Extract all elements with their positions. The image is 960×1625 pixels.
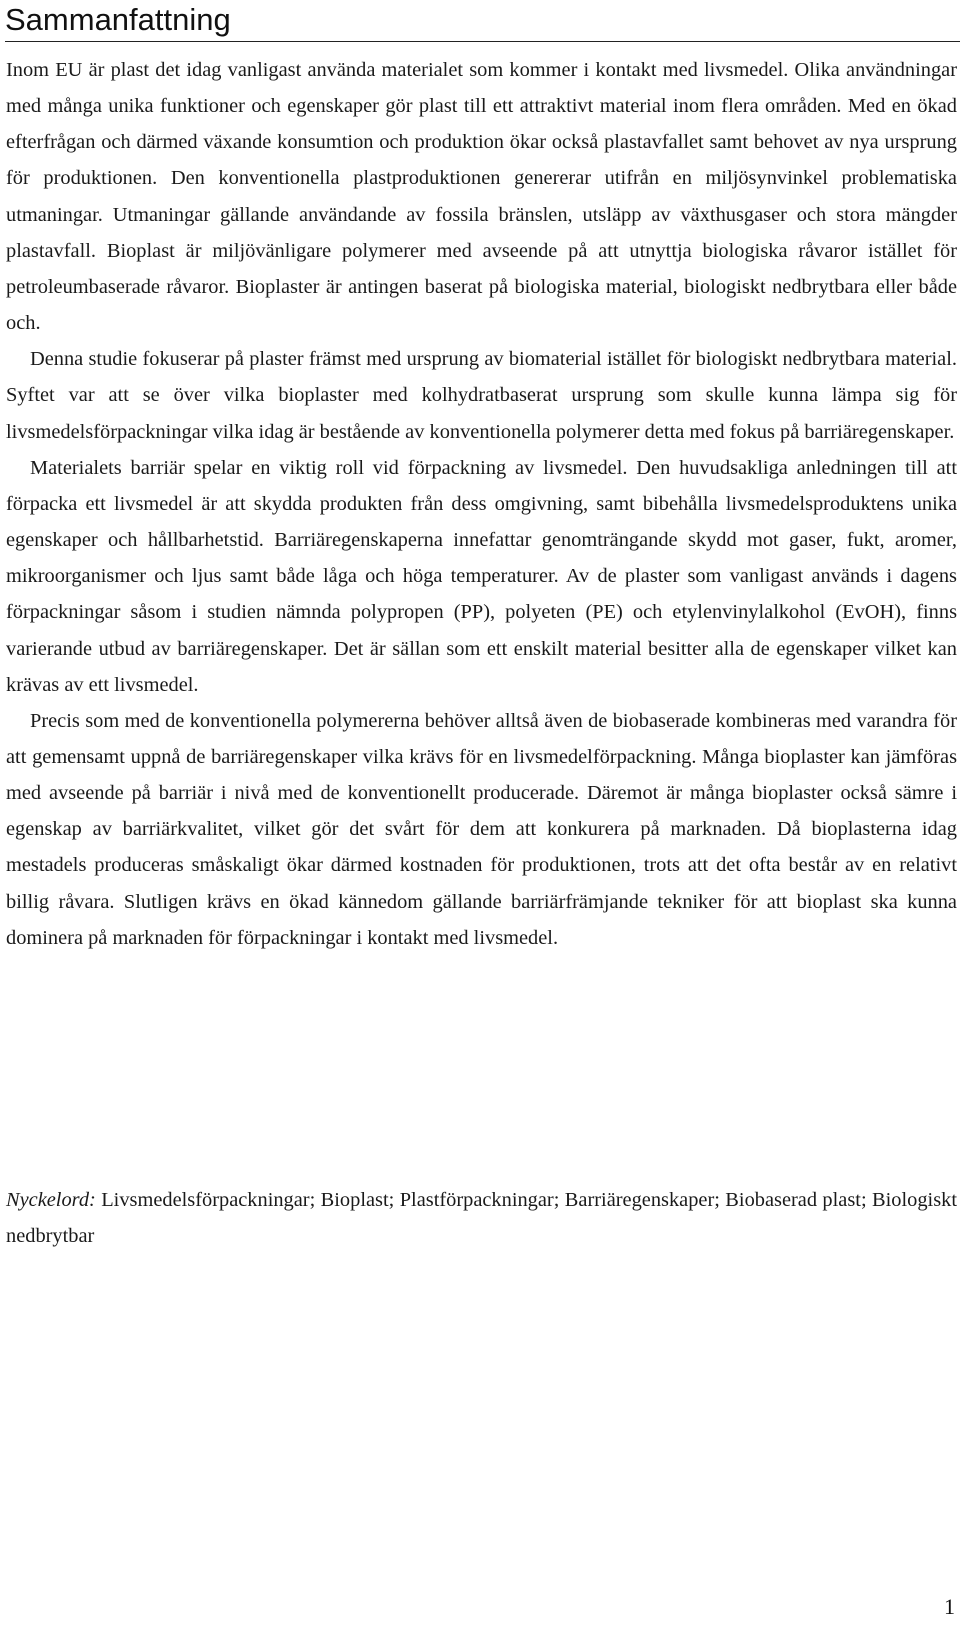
paragraph-2: Denna studie fokuserar på plaster främst med ursprung av biomaterial istället för biologiskt nedbrytbara material. Syftet var att se över vilka bioplaster med kolhydratbaserat ursprung som skulle kunna lämpa sig för livsmedelsförpackningar vilka idag är bestående av konventionella polymerer detta med fokus på barriäregenskaper. bbox=[6, 348, 957, 443]
keywords-line bbox=[6, 1182, 957, 1254]
section-heading: Sammanfattning bbox=[5, 2, 231, 37]
page-number: 1 bbox=[944, 1594, 955, 1619]
keywords-label: Nyckelord: bbox=[6, 1189, 96, 1211]
paragraph-3: Materialets barriär spelar en viktig roll vid förpackning av livsmedel. Den huvudsakliga anledningen till att förpacka ett livsmedel är att skydda produkten från dess omgivning, samt bibehålla livsmedelsproduktens unika egenskaper och hållbarhetstid. Barriäregenskaperna innefattar genomträngande skydd mot gaser, fukt, aromer, mikroorganismer och ljus samt både låga och höga temperaturer. Av de plaster som vanligast används i dagens förpackningar såsom i studien nämnda polypropen (PP), polyeten (PE) och etylenvinylalkohol (EvOH), finns varierande utbud av barriäregenskaper. Det är sällan som ett enskilt material besitter alla de egenskaper vilket kan krävas av ett livsmedel. bbox=[6, 456, 957, 696]
keywords-text: Livsmedelsförpackningar; Bioplast; Plastförpackningar; Barriäregenskaper; Biobaserad plast; Biologiskt nedbrytbar bbox=[6, 1189, 957, 1248]
summary-body bbox=[6, 52, 957, 956]
heading-rule bbox=[5, 41, 960, 42]
paragraph-4: Precis som med de konventionella polymererna behöver alltså även de biobaserade kombineras med varandra för att gemensamt uppnå de barriäregenskaper vilka krävs för en livsmedelförpackning. Många bioplaster kan jämföras med avseende på barriär i nivå med de konventionellt producerade. Däremot är många bioplaster också sämre i egenskap av barriärkvalitet, vilket gör det svårt för dem att konkurera på marknaden. Då bioplasterna idag mestadels produceras småskaligt ökar därmed kostnaden för produktionen, trots att det ofta består av en relativt billig råvara. Slutligen krävs en ökad kännedom gällande barriärfrämjande tekniker för att bioplast ska kunna dominera på marknaden för förpackningar i kontakt med livsmedel. bbox=[6, 709, 957, 949]
paragraph-1: Inom EU är plast det idag vanligast använda materialet som kommer i kontakt med livsmedel. Olika användningar med många unika funktioner och egenskaper gör plast till ett attraktivt material inom flera områden. Med en ökad efterfrågan och därmed växande konsumtion och produktion ökar också plastavfallet samt behovet av nya ursprung för produktionen. Den konventionella plastproduktionen genererar utifrån en miljösynvinkel problematiska utmaningar. Utmaningar gällande användande av fossila bränslen, utsläpp av växthusgaser och stora mängder plastavfall. Bioplast är miljövänligare polymerer med avseende på att utnyttja biologiska råvaror istället för petroleumbaserade råvaror. Bioplaster är antingen baserat på biologiska material, biologiskt nedbrytbara eller både och. bbox=[6, 59, 957, 335]
